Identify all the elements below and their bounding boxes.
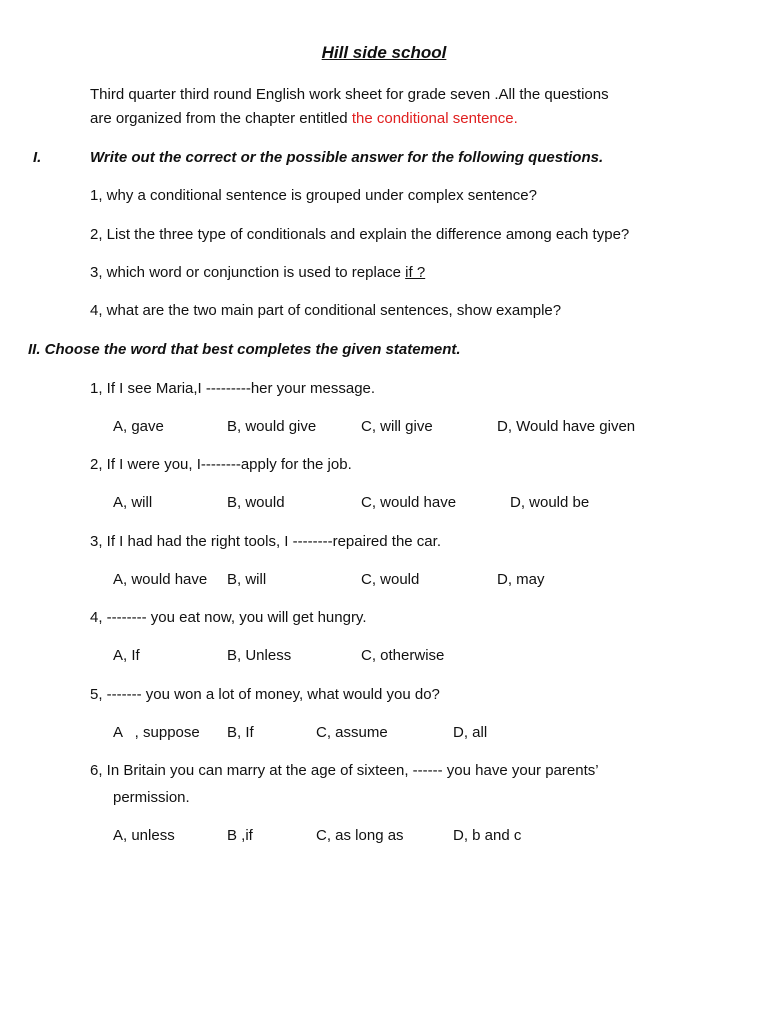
s2-q3-option-d: D, may: [497, 571, 545, 588]
s2-q1-option-c: C, will give: [361, 418, 433, 435]
s2-question-4: 4, -------- you eat now, you will get hungry.: [90, 609, 367, 626]
s2-q3-option-b: B, will: [227, 571, 267, 588]
s2-question-2: 2, If I were you, I--------apply for the job.: [90, 456, 352, 473]
s2-q5-option-c: C, assume: [316, 724, 388, 741]
s2-q6-option-b: B ,if: [227, 827, 253, 844]
section-2-heading: II. Choose the word that best completes the given statement.: [28, 341, 461, 358]
s1-question-1: 1, why a conditional sentence is grouped under complex sentence?: [90, 187, 537, 204]
s2-q2-option-d: D, would be: [510, 494, 590, 511]
s2-question-6-continued: permission.: [113, 789, 190, 806]
s2-question-1: 1, If I see Maria,I ---------her your message.: [90, 380, 376, 397]
intro-line-2: [90, 109, 518, 129]
section-1-number: I.: [33, 149, 42, 166]
s2-q6-option-c: C, as long as: [316, 827, 404, 844]
s2-q1-option-d: D, Would have given: [497, 418, 636, 435]
s2-q6-option-d: D, b and c: [453, 827, 522, 844]
s2-q5-option-a: A , suppose: [113, 724, 200, 741]
s2-q6-option-a: A, unless: [113, 827, 175, 844]
s1-question-3: [90, 263, 425, 283]
s2-q2-option-b: B, would: [227, 494, 285, 511]
s2-q2-option-a: A, will: [113, 494, 153, 511]
s2-q4-option-c: C, otherwise: [361, 647, 445, 664]
s2-q3-option-c: C, would: [361, 571, 420, 588]
s2-q2-option-c: C, would have: [361, 494, 457, 511]
s2-q1-option-a: A, gave: [113, 418, 164, 435]
s1-question-4: 4, what are the two main part of conditional sentences, show example?: [90, 302, 562, 319]
chapter-name: the conditional sentence.: [351, 110, 518, 127]
s2-question-6: 6, In Britain you can marry at the age of sixteen, ------ you have your parents’: [90, 762, 599, 779]
s2-q5-option-b: B, If: [227, 724, 254, 741]
s1-question-2: 2, List the three type of conditionals and explain the difference among each type?: [90, 226, 630, 243]
section-1-heading: Write out the correct or the possible answer for the following questions.: [90, 149, 604, 166]
intro-line-1: Third quarter third round English work sheet for grade seven .All the questions: [90, 86, 609, 103]
s1-question-3-text: 3, which word or conjunction is used to replace: [90, 264, 406, 281]
s2-q5-option-d: D, all: [453, 724, 488, 741]
s2-question-3: 3, If I had had the right tools, I --------repaired the car.: [90, 533, 441, 550]
s2-q4-option-b: B, Unless: [227, 647, 292, 664]
s2-q3-option-a: A, would have: [113, 571, 208, 588]
page-title: Hill side school: [321, 43, 447, 62]
s2-q1-option-b: B, would give: [227, 418, 317, 435]
s2-q4-option-a: A, If: [113, 647, 140, 664]
intro-text: are organized from the chapter entitled: [90, 110, 352, 127]
s1-question-3-underlined: if ?: [405, 264, 426, 281]
s2-question-5: 5, ------- you won a lot of money, what would you do?: [90, 686, 440, 703]
